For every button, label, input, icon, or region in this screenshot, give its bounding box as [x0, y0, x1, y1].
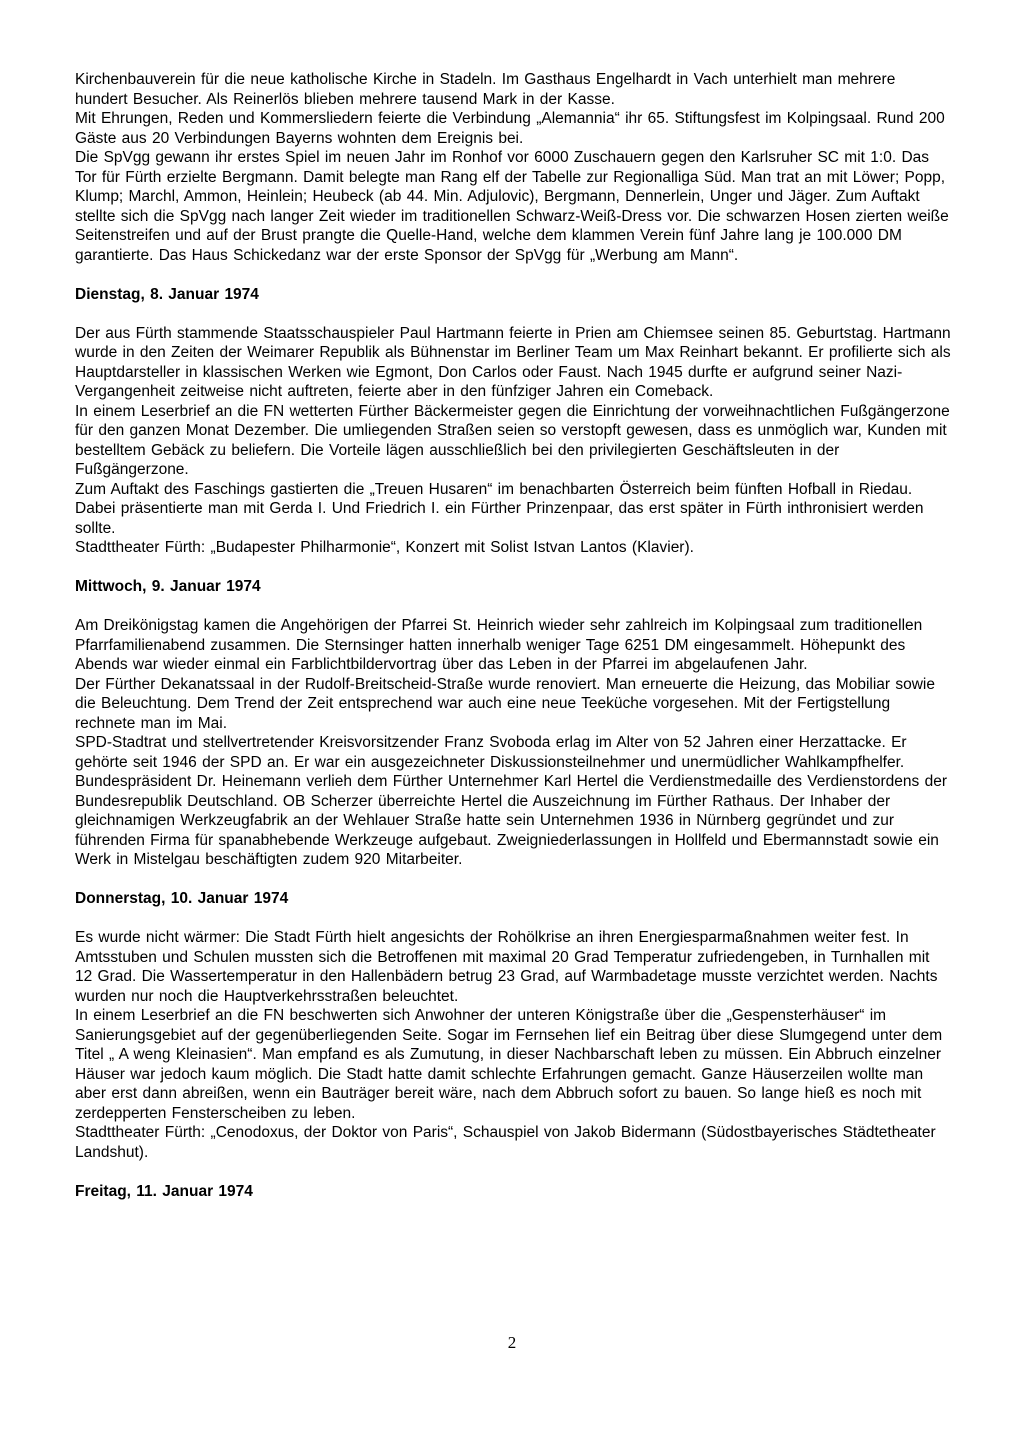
paragraph: Zum Auftakt des Faschings gastierten die „Treuen Husaren“ im benachbarten Österreich beim fünften Hofball in Riedau. Dabei präsentierte man mit Gerda I. Und Friedrich I. ein Fürther Prinzenpaar, das erst später in Fürth inthronisiert werden sollte. — [75, 480, 924, 537]
paragraph: Der aus Fürth stammende Staatsschauspieler Paul Hartmann feierte in Prien am Chiemsee seinen 85. Geburtstag. Hartmann wurde in den Zeiten der Weimarer Republik als Bühnenstar im Berliner Team um Max Reinhart bekannt. Er profilierte sich als Hauptdarsteller in klassischen Werken wie Egmont, Don Carlos oder Faust. Nach 1945 durfte er aufgrund seiner Nazi-Vergangenheit zeitweise nicht auftreten, feierte aber in den fünfziger Jahren ein Comeback. — [75, 324, 951, 400]
document-body — [75, 70, 951, 1221]
paragraph: Stadttheater Fürth: „Cenodoxus, der Doktor von Paris“, Schauspiel von Jakob Bidermann (Südostbayerisches Städtetheater Landshut). — [75, 1124, 936, 1161]
paragraph: Mit Ehrungen, Reden und Kommersliedern feierte die Verbindung „Alemannia“ ihr 65. Stiftungsfest im Kolpingsaal. Rund 200 Gäste aus 20 Verbindungen Bayerns wohnten dem Ereignis bei. — [75, 110, 945, 147]
paragraph: In einem Leserbrief an die FN wetterten Fürther Bäckermeister gegen die Einrichtung der vorweihnachtlichen Fußgängerzone für den ganzen Monat Dezember. Die umliegenden Straßen seien so verstopft gewesen, dass es unmöglich war, Kunden mit bestelltem Gebäck zu beliefern. Die Vorteile lägen ausschließlich bei den privilegierten Geschäftsleuten in der Fußgängerzone. — [75, 402, 950, 478]
paragraph: Bundespräsident Dr. Heinemann verlieh dem Fürther Unternehmer Karl Hertel die Verdienstmedaille des Verdienstordens der Bundesrepublik Deutschland. OB Scherzer überreichte Hertel die Auszeichnung im Fürther Rathaus. Der Inhaber der gleichnamigen Werkzeugfabrik an der Wehlauer Straße hatte sein Unternehmen 1936 in Nürnberg gegründet und zur führenden Firma für spanabhebende Werkzeuge aufgebaut. Zweigniederlassungen in Hollfeld und Ebermannstadt sowie ein Werk in Mistelgau beschäftigten zudem 920 Mitarbeiter. — [75, 773, 947, 868]
paragraph: Der Fürther Dekanatssaal in der Rudolf-Breitscheid-Straße wurde renoviert. Man erneuerte die Heizung, das Mobiliar sowie die Beleuchtung. Dem Trend der Zeit entsprechend war auch eine neue Teeküche vorgesehen. Mit der Fertigstellung rechnete man im Mai. — [75, 675, 935, 732]
paragraph: Kirchenbauverein für die neue katholische Kirche in Stadeln. Im Gasthaus Engelhardt in Vach unterhielt man mehrere hundert Besucher. Als Reinerlös blieben mehrere tausend Mark in der Kasse. — [75, 71, 896, 108]
paragraph: Es wurde nicht wärmer: Die Stadt Fürth hielt angesichts der Rohölkrise an ihren Energiesparmaßnahmen weiter fest. In Amtsstuben und Schulen mussten sich die Betroffenen mit maximal 20 Grad Temperatur zufriedengeben, in Turnhallen mit 12 Grad. Die Wassertemperatur in den Hallenbädern betrug 23 Grad, auf Warmbadetage musste verzichtet werden. Nachts wurden nur noch die Hauptverkehrsstraßen beleuchtet. — [75, 929, 938, 1005]
section-heading-dienstag: Dienstag, 8. Januar 1974 — [75, 285, 259, 303]
section-heading-freitag: Freitag, 11. Januar 1974 — [75, 1182, 253, 1200]
paragraph: SPD-Stadtrat und stellvertretender Kreisvorsitzender Franz Svoboda erlag im Alter von 52 Jahren einer Herzattacke. Er gehörte seit 1946 der SPD an. Er war ein ausgezeichneter Diskussionsteilnehmer und unermüdlicher Wahlkampfhelfer. — [75, 734, 907, 771]
section-heading-donnerstag: Donnerstag, 10. Januar 1974 — [75, 890, 289, 907]
page-number: 2 — [507, 1333, 517, 1352]
paragraph: Die SpVgg gewann ihr erstes Spiel im neuen Jahr im Ronhof vor 6000 Zuschauern gegen den Karlsruher SC mit 1:0. Das Tor für Fürth erzielte Bergmann. Damit belegte man Rang elf der Tabelle zur Regionalliga Süd. Man trat an mit Löwer; Popp, Klump; Marchl, Ammon, Heinlein; Heubeck (ab 44. Min. Adjulovic), Bergmann, Dennerlein, Unger und Jäger. Zum Auftakt stellte sich die SpVgg nach langer Zeit wieder im traditionellen Schwarz-Weiß-Dress vor. Die schwarzen Hosen zierten weiße Seitenstreifen und auf der Brust prangte die Quelle-Hand, welche dem klammen Verein fünf Jahre lang je 100.000 DM garantierte. Das Haus Schickedanz war der erste Sponsor der SpVgg für „Werbung am Mann“. — [75, 149, 949, 264]
paragraph: Am Dreikönigstag kamen die Angehörigen der Pfarrei St. Heinrich wieder sehr zahlreich im Kolpingsaal zum traditionellen Pfarrfamilienabend zusammen. Die Sternsinger hatten innerhalb weniger Tage 6251 DM eingesammelt. Höhepunkt des Abends war wieder einmal ein Farblichtbildervortrag über das Leben in der Pfarrei im abgelaufenen Jahr. — [75, 617, 923, 673]
paragraph: In einem Leserbrief an die FN beschwerten sich Anwohner der unteren Königstraße über die „Gespensterhäuser“ im Sanierungsgebiet auf der gegenüberliegenden Seite. Sogar im Fernsehen lief ein Beitrag über diese Slumgegend unter dem Titel „ A weng Kleinasien“. Man empfand es als Zumutung, in dieser Nachbarschaft leben zu müssen. Ein Abbruch einzelner Häuser war jedoch kaum möglich. Die Stadt hatte damit schlechte Erfahrungen gemacht. Ganze Häuserzeilen wollte man aber erst dann abreißen, wenn ein Bauträger bereit wäre, nach dem Abbruch sofort zu bauen. So lange hieß es noch mit zerdepperten Fensterscheiben zu leben. — [75, 1007, 943, 1122]
section-heading-mittwoch: Mittwoch, 9. Januar 1974 — [75, 578, 261, 595]
paragraph: Stadttheater Fürth: „Budapester Philharmonie“, Konzert mit Solist Istvan Lantos (Klavier). — [75, 539, 694, 556]
